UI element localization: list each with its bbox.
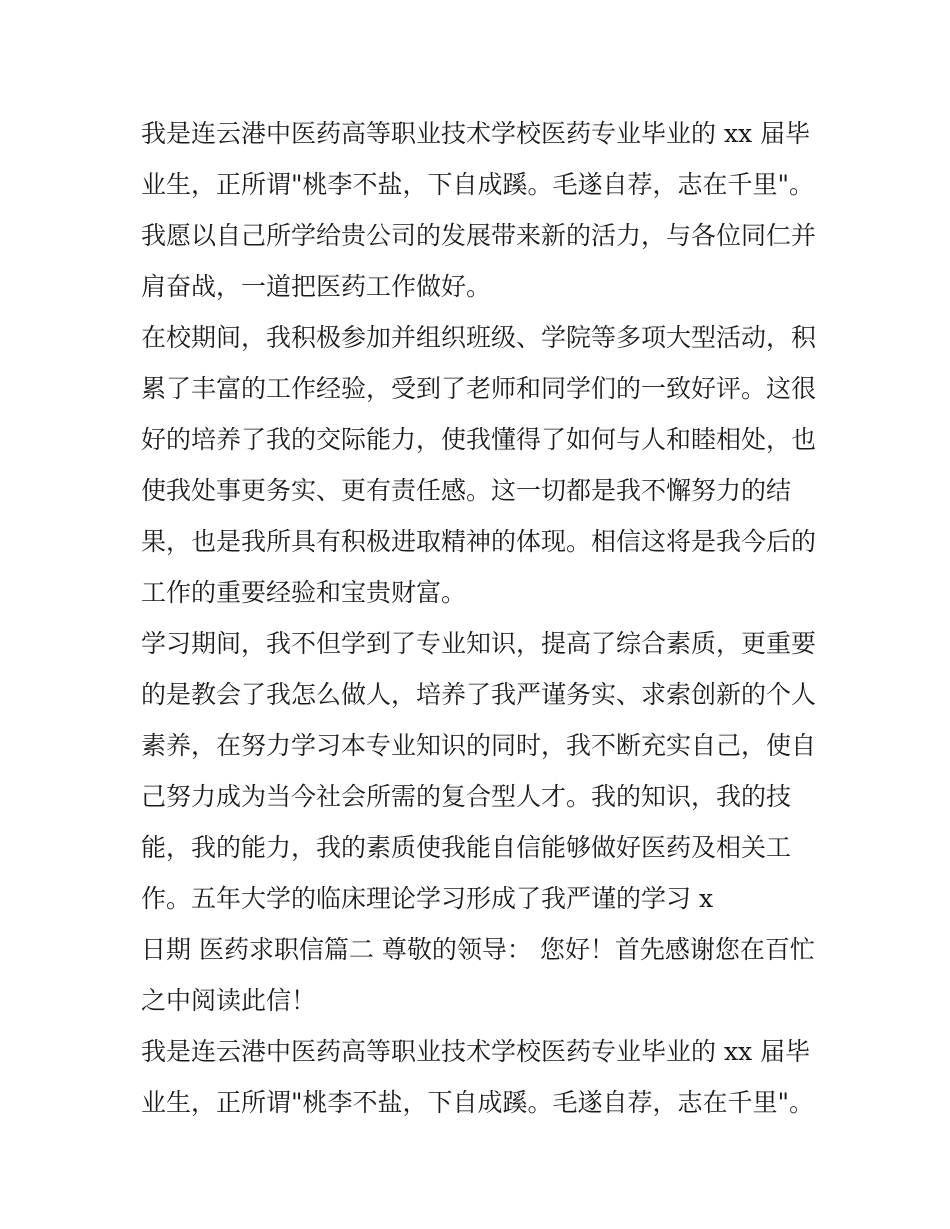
text-line: 作。五年大学的临床理论学习形成了我严谨的学习 x xyxy=(141,884,714,913)
text-line: 能，我的能力，我的素质使我能自信能够做好医药及相关工 xyxy=(141,833,792,862)
text-line: 己努力成为当今社会所需的复合型人才。我的知识，我的技 xyxy=(141,782,792,811)
text-line: 果，也是我所具有积极进取精神的体现。相信这将是我今后的 xyxy=(141,527,817,556)
text-line: 日期 医药求职信篇二 尊敬的领导： 您好！首先感谢您在百忙 xyxy=(141,935,815,964)
text-line: 使我处事更务实、更有责任感。这一切都是我不懈努力的结 xyxy=(141,476,792,505)
text-line: 在校期间，我积极参加并组织班级、学院等多项大型活动，积 xyxy=(141,323,817,352)
text-line: 素养，在努力学习本专业知识的同时，我不断充实自己，使自 xyxy=(141,731,817,760)
text-line: 业生，正所谓"桃李不盐，下自成蹊。毛遂自荐，志在千里"。 xyxy=(141,1088,815,1117)
text-line: 累了丰富的工作经验，受到了老师和同学们的一致好评。这很 xyxy=(141,374,817,403)
text-line: 好的培养了我的交际能力，使我懂得了如何与人和睦相处，也 xyxy=(141,425,817,454)
text-line: 业生，正所谓"桃李不盐，下自成蹊。毛遂自荐，志在千里"。 xyxy=(141,170,815,199)
text-line: 学习期间，我不但学到了专业知识，提高了综合素质，更重要 xyxy=(141,629,817,658)
text-line: 工作的重要经验和宝贵财富。 xyxy=(141,578,467,607)
text-line: 我是连云港中医药高等职业技术学校医药专业毕业的 xx 届毕 xyxy=(141,1037,811,1066)
text-line: 我愿以自己所学给贵公司的发展带来新的活力，与各位同仁并 xyxy=(141,221,817,250)
text-line: 肩奋战，一道把医药工作做好。 xyxy=(141,272,492,301)
document-body xyxy=(141,108,821,1128)
text-line: 之中阅读此信！ xyxy=(141,986,317,1015)
text-line: 我是连云港中医药高等职业技术学校医药专业毕业的 xx 届毕 xyxy=(141,119,811,148)
text-line: 的是教会了我怎么做人，培养了我严谨务实、求索创新的个人 xyxy=(141,680,817,709)
